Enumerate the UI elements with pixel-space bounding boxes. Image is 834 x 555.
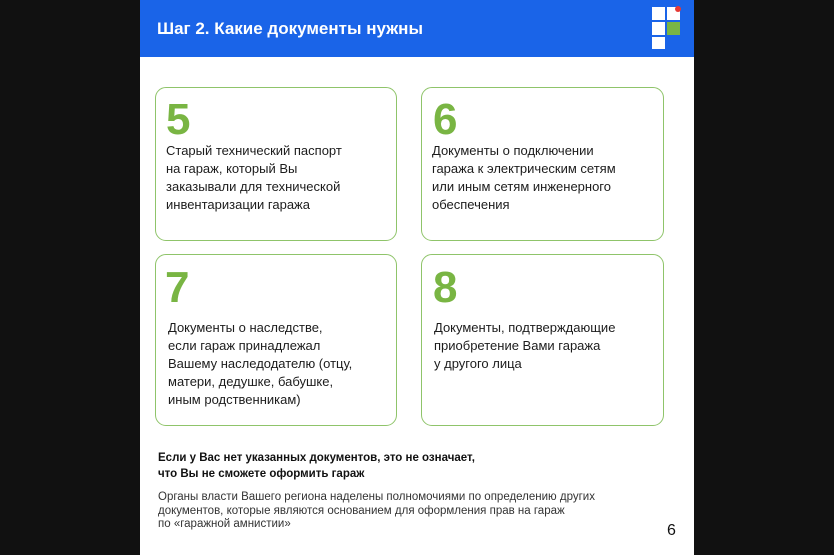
card-text: Документы, подтверждающие приобретение Вами гаража у другого лица xyxy=(434,320,616,371)
note-headline: Если у Вас нет указанных документов, это не означает, что Вы не сможете оформить гараж xyxy=(158,452,475,480)
document-card-5 xyxy=(155,87,397,241)
rosreestr-logo-icon xyxy=(650,6,682,50)
card-number: 6 xyxy=(433,95,458,144)
card-number: 5 xyxy=(166,95,191,144)
card-number: 8 xyxy=(433,263,458,312)
card-text: Документы о подключении гаража к электрическим сетям или иным сетям инженерного обеспечения xyxy=(432,143,616,212)
card-text: Документы о наследстве, если гараж принадлежал Вашему наследодателю (отцу, матери, дедушке, бабушке, иным родственникам) xyxy=(168,320,353,407)
card-number: 7 xyxy=(165,263,190,312)
page-number: 6 xyxy=(667,522,676,539)
document-card-7 xyxy=(155,254,397,426)
header-bar xyxy=(140,0,694,57)
document-card-6 xyxy=(421,87,664,241)
card-text: Старый технический паспорт на гараж, который Вы заказывали для технической инвентаризации гаража xyxy=(166,143,342,212)
note-text: Органы власти Вашего региона наделены полномочиями по определению других документов, которые являются основанием для оформления прав на гараж по «гаражной амнистии» xyxy=(158,491,595,530)
document-card-8 xyxy=(421,254,664,426)
slide xyxy=(140,0,694,555)
page-title: Шаг 2. Какие документы нужны xyxy=(157,19,423,38)
